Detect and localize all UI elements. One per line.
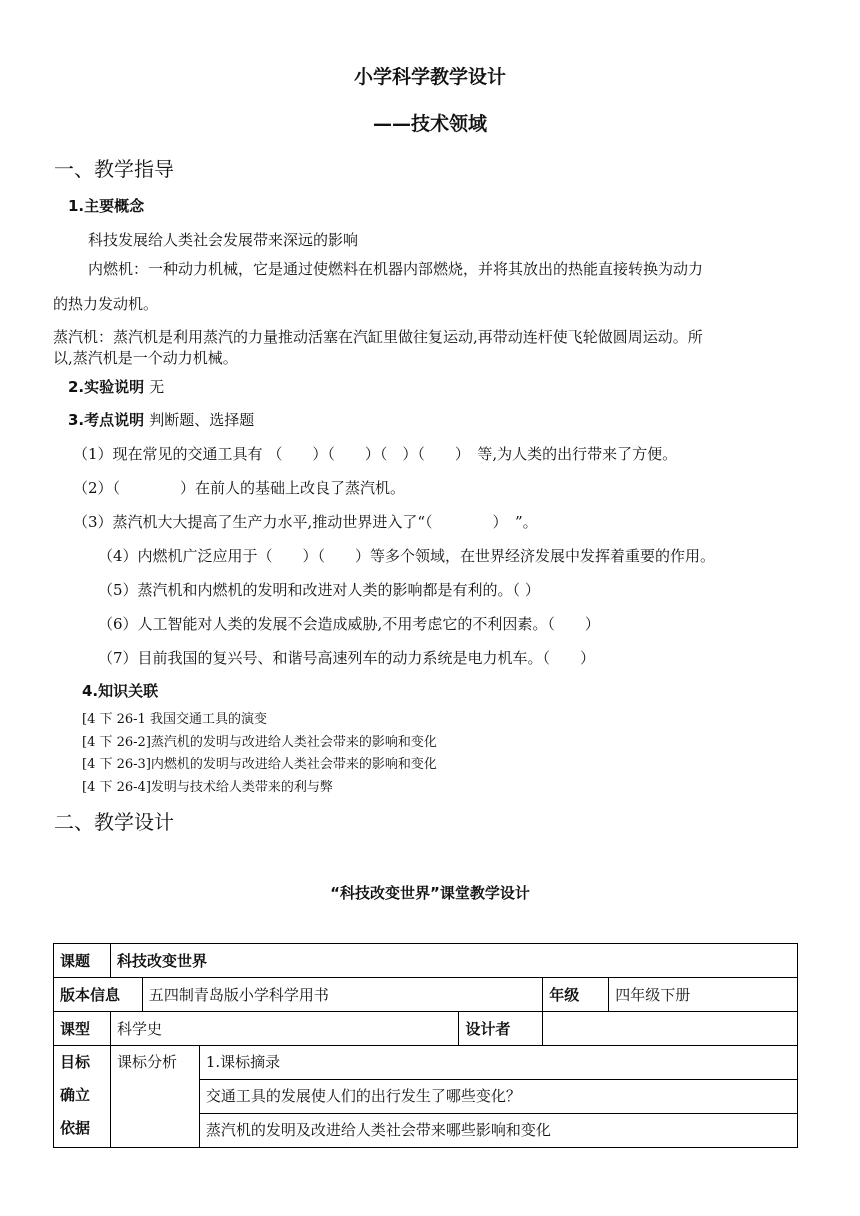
type-value: 科学史 [110, 1012, 458, 1046]
exam-question: （1）现在常见的交通工具有 （ ）（ ）（ ）（ ） 等,为人类的出行带来了方便。 [73, 445, 678, 463]
exam-row [68, 409, 254, 430]
designer-label: 设计者 [459, 1012, 543, 1046]
topic-value: 科技改变世界 [110, 944, 797, 978]
knowledge-item: [4 下 26-3]内燃机的发明与改进给人类社会带来的影响和变化 [82, 757, 437, 772]
exam-question: （6）人工智能对人类的发展不会造成威胁,不用考虑它的不利因素。（ ） [98, 615, 600, 633]
analysis-label: 课标分析 [116, 1053, 177, 1071]
edition-value: 五四制青岛版小学科学用书 [142, 978, 542, 1012]
exam-question: （3）蒸汽机大大提高了生产力水平,推动世界进入了“（ ） ”。 [73, 513, 538, 531]
heading-knowledge: 4.知识关联 [82, 682, 159, 700]
experiment-value: 无 [149, 378, 165, 396]
heading-main-concept: 1.主要概念 [68, 197, 145, 215]
type-label: 课型 [54, 1012, 111, 1046]
doc-subtitle: ——技术领域 [372, 113, 487, 135]
analysis-content [199, 1046, 797, 1148]
table-row [54, 1046, 798, 1148]
doc-title: 小学科学教学设计 [353, 66, 506, 88]
goal-label-line: 目标 [60, 1053, 91, 1071]
analysis-label-cell [110, 1046, 199, 1148]
knowledge-item: [4 下 26-4]发明与技术给人类带来的利与弊 [82, 780, 333, 795]
design-title: “科技改变世界”课堂教学设计 [330, 884, 530, 902]
concept-line: 的热力发动机。 [53, 295, 159, 313]
analysis-line: 交通工具的发展使人们的出行发生了哪些变化？ [200, 1079, 797, 1113]
knowledge-item: [4 下 26-2]蒸汽机的发明与改进给人类社会带来的影响和变化 [82, 735, 437, 750]
goal-label-line: 确立 [60, 1086, 91, 1104]
analysis-line: 1.课标摘录 [205, 1053, 281, 1071]
section-heading-guidance: 一、教学指导 [54, 157, 174, 181]
heading-exam: 3.考点说明 [68, 411, 145, 429]
analysis-line: 蒸汽机的发明及改进给人类社会带来哪些影响和变化 [200, 1113, 797, 1147]
experiment-row [68, 376, 164, 397]
concept-line: 蒸汽机：蒸汽机是利用蒸汽的力量推动活塞在汽缸里做往复运动,再带动连杆使飞轮做圆周运动。所 [53, 328, 703, 346]
lesson-design-table [53, 943, 798, 1148]
topic-label: 课题 [54, 944, 111, 978]
exam-question: （2）（ ）在前人的基础上改良了蒸汽机。 [73, 479, 406, 497]
exam-question: （7）目前我国的复兴号、和谐号高速列车的动力系统是电力机车。（ ） [98, 649, 596, 667]
concept-line: 以,蒸汽机是一个动力机械。 [53, 349, 238, 367]
goal-basis-label [54, 1046, 111, 1148]
designer-value [543, 1012, 798, 1046]
table-row [54, 1012, 798, 1046]
grade-label: 年级 [543, 978, 609, 1012]
goal-label-line: 依据 [60, 1119, 91, 1137]
knowledge-item: [4 下 26-1 我国交通工具的演变 [82, 712, 267, 727]
heading-experiment: 2.实验说明 [68, 378, 145, 396]
concept-line: 内燃机：一种动力机械，它是通过使燃料在机器内部燃烧，并将其放出的热能直接转换为动力 [88, 260, 704, 278]
section-heading-design: 二、教学设计 [54, 810, 174, 834]
edition-label: 版本信息 [54, 978, 143, 1012]
table-row [54, 978, 798, 1012]
exam-value: 判断题、选择题 [149, 411, 255, 429]
exam-question: （5）蒸汽机和内燃机的发明和改进对人类的影响都是有利的。（ ） [98, 581, 540, 599]
table-row [54, 944, 798, 978]
exam-question: （4）内燃机广泛应用于（ ）（ ）等多个领域，在世界经济发展中发挥着重要的作用。 [98, 547, 716, 565]
concept-line: 科技发展给人类社会发展带来深远的影响 [88, 231, 359, 249]
grade-value: 四年级下册 [609, 978, 798, 1012]
